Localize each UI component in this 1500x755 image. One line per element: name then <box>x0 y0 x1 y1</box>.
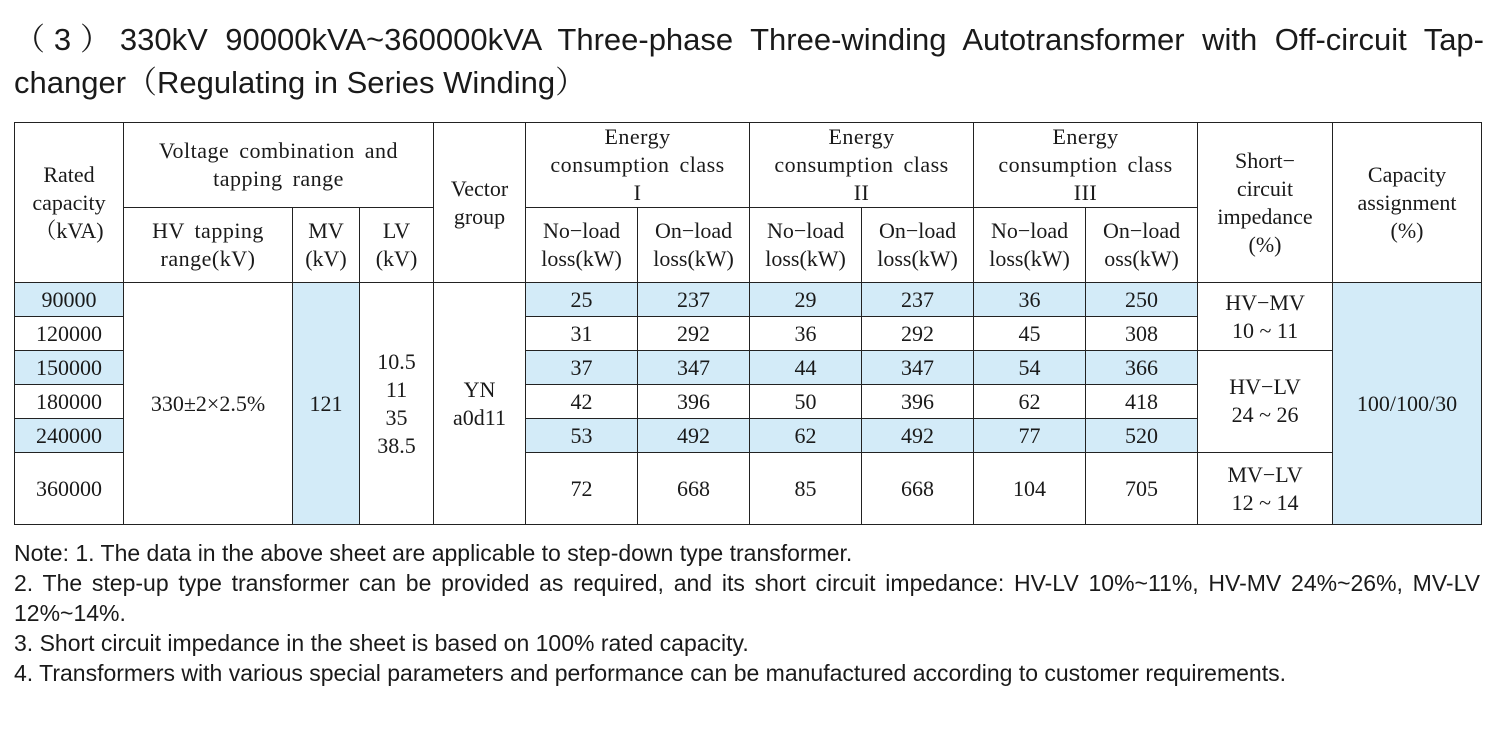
page-title: （3）330kV 90000kVA~360000kVA Three-phase Three-winding Autotransformer with Off-circuit Tap-changer（Regulating in Series Winding） <box>14 22 1484 100</box>
table-row <box>15 283 1482 317</box>
c3-no-load-cell: 62 <box>974 385 1086 419</box>
c3-on-load-cell: 705 <box>1086 453 1198 525</box>
c3-on-load-cell: 308 <box>1086 317 1198 351</box>
c3-no-load-cell: 45 <box>974 317 1086 351</box>
c2-on-load-cell: 292 <box>862 317 974 351</box>
c3-on-load-cell: 520 <box>1086 419 1198 453</box>
c2-on-load-cell: 396 <box>862 385 974 419</box>
c2-no-load-cell: 85 <box>750 453 862 525</box>
c1-on-load-cell: 668 <box>638 453 750 525</box>
header-voltage-combination: Voltage combination and tapping range <box>124 123 434 208</box>
capacity-cell: 150000 <box>15 351 124 385</box>
header-rated-capacity: Rated capacity （kVA) <box>15 123 124 283</box>
c3-no-load-cell: 54 <box>974 351 1086 385</box>
capacity-assignment-value: 100/100/30 <box>1333 283 1482 525</box>
c1-on-load-cell: 292 <box>638 317 750 351</box>
header-hv-tapping: HV tapping range(kV) <box>124 208 293 283</box>
header-row-1 <box>15 123 1482 208</box>
impedance-hv-mv: HV−MV 10 ~ 11 <box>1198 283 1333 351</box>
c2-no-load-cell: 44 <box>750 351 862 385</box>
c1-no-load-cell: 25 <box>526 283 638 317</box>
c3-on-load-cell: 366 <box>1086 351 1198 385</box>
header-vector-group: Vector group <box>434 123 526 283</box>
hv-tapping-value: 330±2×2.5% <box>124 283 293 525</box>
header-class-3: Energy consumption class III <box>974 123 1198 208</box>
header-c3-no-load: No−load loss(kW) <box>974 208 1086 283</box>
header-mv: MV (kV) <box>293 208 360 283</box>
vector-group-value: YN a0d11 <box>434 283 526 525</box>
c2-no-load-cell: 62 <box>750 419 862 453</box>
header-capacity-assignment: Capacity assignment (%) <box>1333 123 1482 283</box>
header-class-2: Energy consumption class II <box>750 123 974 208</box>
c3-no-load-cell: 36 <box>974 283 1086 317</box>
c1-on-load-cell: 396 <box>638 385 750 419</box>
impedance-hv-lv: HV−LV 24 ~ 26 <box>1198 351 1333 453</box>
header-class-1: Energy consumption class I <box>526 123 750 208</box>
c3-no-load-cell: 77 <box>974 419 1086 453</box>
spec-table <box>14 122 1482 525</box>
c2-on-load-cell: 237 <box>862 283 974 317</box>
c2-on-load-cell: 668 <box>862 453 974 525</box>
c1-no-load-cell: 72 <box>526 453 638 525</box>
c2-no-load-cell: 29 <box>750 283 862 317</box>
capacity-cell: 90000 <box>15 283 124 317</box>
impedance-mv-lv: MV−LV 12 ~ 14 <box>1198 453 1333 525</box>
c1-no-load-cell: 53 <box>526 419 638 453</box>
header-c1-no-load: No−load loss(kW) <box>526 208 638 283</box>
c1-on-load-cell: 237 <box>638 283 750 317</box>
note-4: 4. Transformers with various special parameters and performance can be manufactured according to customer requirements. <box>14 660 1286 686</box>
c2-on-load-cell: 347 <box>862 351 974 385</box>
header-lv: LV (kV) <box>360 208 434 283</box>
c2-on-load-cell: 492 <box>862 419 974 453</box>
c1-no-load-cell: 31 <box>526 317 638 351</box>
mv-value: 121 <box>293 283 360 525</box>
c2-no-load-cell: 36 <box>750 317 862 351</box>
notes-section <box>14 538 1480 688</box>
lv-values: 10.5 11 35 38.5 <box>360 283 434 525</box>
c1-no-load-cell: 37 <box>526 351 638 385</box>
header-short-circuit-impedance: Short− circuit impedance (%) <box>1198 123 1333 283</box>
header-c1-on-load: On−load loss(kW) <box>638 208 750 283</box>
note-1: Note: 1. The data in the above sheet are applicable to step-down type transformer. <box>14 540 853 566</box>
c1-on-load-cell: 347 <box>638 351 750 385</box>
header-c2-no-load: No−load loss(kW) <box>750 208 862 283</box>
c3-on-load-cell: 418 <box>1086 385 1198 419</box>
c3-on-load-cell: 250 <box>1086 283 1198 317</box>
header-c3-on-load: On−load oss(kW) <box>1086 208 1198 283</box>
c2-no-load-cell: 50 <box>750 385 862 419</box>
note-3: 3. Short circuit impedance in the sheet is based on 100% rated capacity. <box>14 630 749 656</box>
c3-no-load-cell: 104 <box>974 453 1086 525</box>
capacity-cell: 120000 <box>15 317 124 351</box>
c1-on-load-cell: 492 <box>638 419 750 453</box>
capacity-cell: 360000 <box>15 453 124 525</box>
header-c2-on-load: On−load loss(kW) <box>862 208 974 283</box>
capacity-cell: 180000 <box>15 385 124 419</box>
note-2: 2. The step-up type transformer can be provided as required, and its short circuit impedance: HV-LV 10%~11%, HV-MV 24%~26%, MV-LV 12%~14%. <box>14 570 1480 626</box>
c1-no-load-cell: 42 <box>526 385 638 419</box>
capacity-cell: 240000 <box>15 419 124 453</box>
